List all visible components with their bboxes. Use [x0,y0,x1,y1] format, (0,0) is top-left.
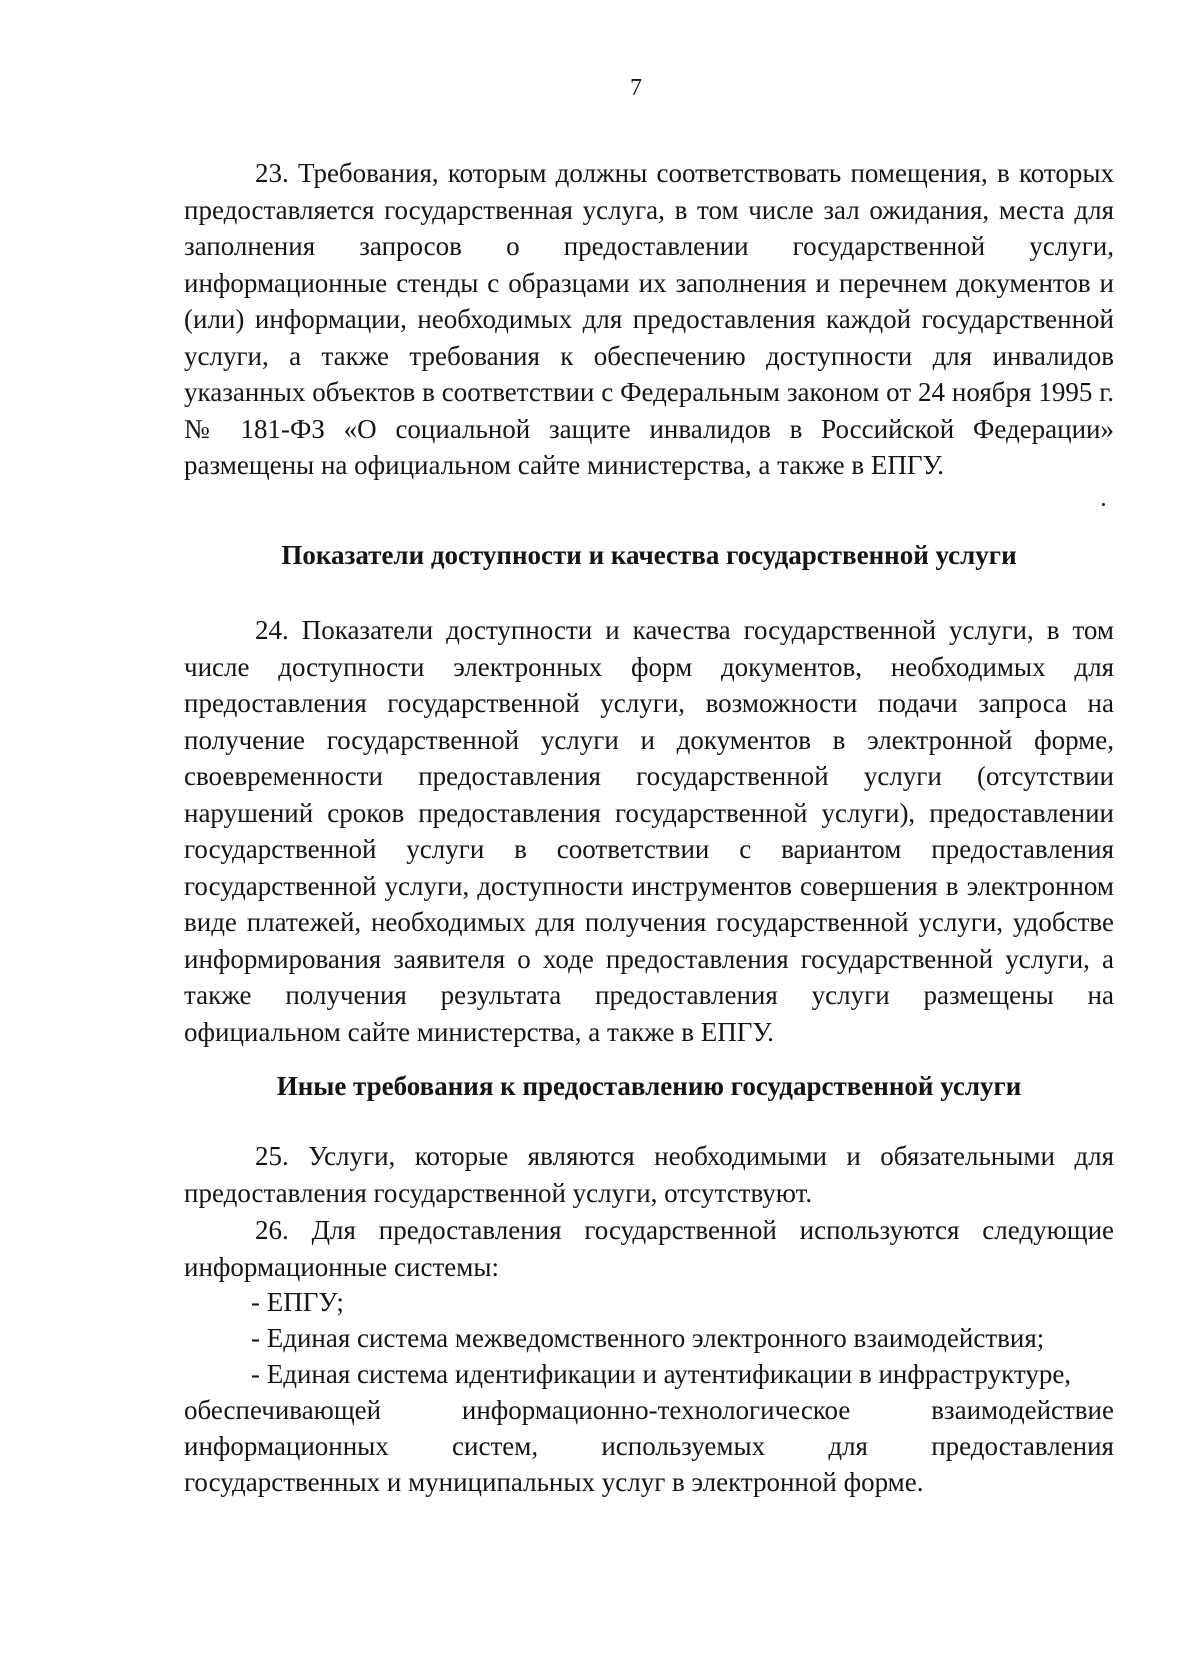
continuation-word: для [828,1431,868,1461]
continuation-word: систем, [452,1431,539,1461]
continuation-word: информационных [184,1431,389,1461]
list-item-esia-continuation-3: государственных и муниципальных услуг в электронной форме. [184,1467,924,1497]
paragraph-23-text: 23. Требования, которым должны соответствовать помещения, в которых предоставляется государственная услуга, в том числе зал ожидания, места для заполнения запросов о предоставлении государственной услуги, информационные стенды с образцами их заполнения и перечнем документов и (или) информации, необходимых для предоставления каждой государственной услуги, а также требования к обеспечению доступности для инвалидов указанных объектов в соответствии с Федеральным законом от 24 ноября 1995 г. № 181-ФЗ «О социальной защите инвалидов в Российской Федерации» размещены на официальном сайте министерства, а также в ЕПГУ. [184,158,1114,480]
list-item-smev: - Единая система межведомственного электронного взаимодействия; [251,1323,1045,1353]
list-item-esia: - Единая система идентификации и аутентификации в инфраструктуре, [251,1359,1072,1389]
continuation-word: обеспечивающей [184,1395,382,1425]
continuation-word: взаимодействие [931,1395,1114,1425]
section-heading-other-requirements: Иные требования к предоставлению государственной услуги [276,1071,1022,1101]
page-number: 7 [630,75,642,101]
paragraph-26-text: 26. Для предоставления государственной используются следующие информационные системы: [184,1215,1114,1282]
continuation-word: предоставления [931,1431,1114,1461]
paragraph-24 [184,612,1114,1050]
list-item-esia-continuation-2 [184,1428,1114,1464]
list-item-esia-continuation-1 [184,1392,1114,1428]
continuation-word: используемых [601,1431,766,1461]
paragraph-25 [184,1138,1114,1211]
scan-speck [1102,503,1105,506]
paragraph-24-text: 24. Показатели доступности и качества государственной услуги, в том числе доступности электронных форм документов, необходимых для предоставления государственной услуги, возможности подачи запроса на получение государственной услуги и документов в электронной форме, своевременности предоставления государственной услуги (отсутствии нарушений сроков предоставления государственной услуги), предоставлении государственной услуги в соответствии с вариантом предоставления государственной услуги, доступности инструментов совершения в электронном виде платежей, необходимых для получения государственной услуги, удобстве информирования заявителя о ходе предоставления государственной услуги, а также получения результата предоставления услуги размещены на официальном сайте министерства, а также в ЕПГУ. [184,615,1114,1047]
section-heading-accessibility: Показатели доступности и качества государственной услуги [281,540,1017,570]
paragraph-26 [184,1212,1114,1285]
paragraph-23 [184,155,1114,484]
paragraph-25-text: 25. Услуги, которые являются необходимыми и обязательными для предоставления государственной услуги, отсутствуют. [184,1141,1114,1208]
continuation-word: информационно-технологическое [461,1395,851,1425]
list-item-epgu: - ЕПГУ; [251,1287,344,1317]
